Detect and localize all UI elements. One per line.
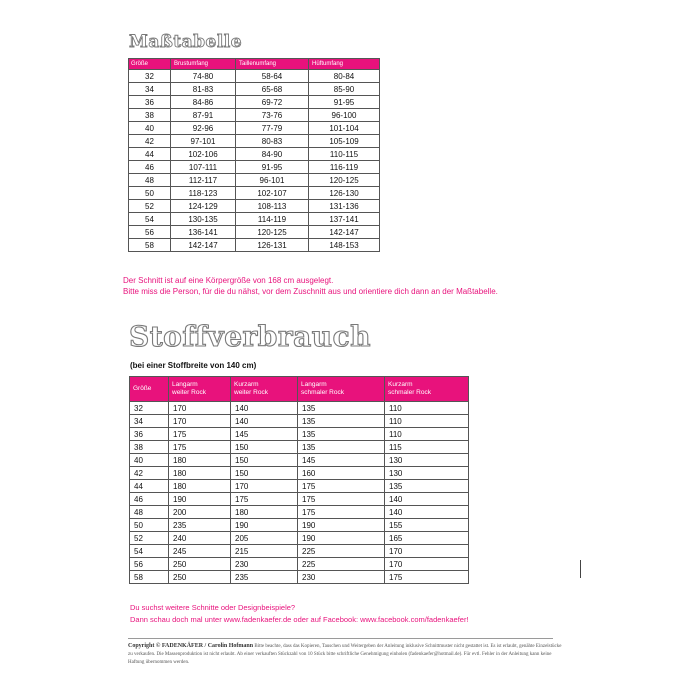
table-cell: 200 bbox=[169, 506, 231, 519]
fabric-table-title: Stoffverbrauch bbox=[129, 320, 371, 353]
table-cell: 110 bbox=[385, 428, 469, 441]
table-cell: 102-107 bbox=[236, 187, 309, 200]
table-cell: 118-123 bbox=[171, 187, 236, 200]
table-cell: 112-117 bbox=[171, 174, 236, 187]
fabric-header-cell bbox=[130, 377, 169, 402]
table-cell: 107-111 bbox=[171, 161, 236, 174]
header-line: Kurzarm bbox=[388, 381, 413, 389]
table-cell: 175 bbox=[231, 493, 298, 506]
table-cell: 240 bbox=[169, 532, 231, 545]
table-cell: 32 bbox=[130, 402, 169, 415]
table-cell: 145 bbox=[298, 454, 385, 467]
table-cell: 32 bbox=[129, 70, 171, 83]
page-edge-mark bbox=[580, 560, 581, 578]
header-line: schmaler Rock bbox=[301, 389, 344, 396]
measurement-header-cell: Hüftumfang bbox=[309, 59, 380, 70]
table-cell: 190 bbox=[298, 532, 385, 545]
table-row bbox=[130, 532, 469, 545]
table-cell: 46 bbox=[130, 493, 169, 506]
website-facebook-links: Dann schau doch mal unter www.fadenkaefer.de oder auf Facebook: www.facebook.com/fadenkaefer! bbox=[130, 615, 469, 624]
table-cell: 91-95 bbox=[236, 161, 309, 174]
table-cell: 235 bbox=[169, 519, 231, 532]
table-row bbox=[130, 402, 469, 415]
table-cell: 80-84 bbox=[309, 70, 380, 83]
table-cell: 114-119 bbox=[236, 213, 309, 226]
table-cell: 130-135 bbox=[171, 213, 236, 226]
table-row bbox=[129, 174, 380, 187]
header-line: weiter Rock bbox=[234, 389, 268, 396]
header-line: Größe bbox=[133, 385, 152, 393]
table-row bbox=[129, 148, 380, 161]
table-row bbox=[130, 545, 469, 558]
table-row bbox=[129, 70, 380, 83]
fabric-header-cell bbox=[298, 377, 385, 402]
table-cell: 142-147 bbox=[171, 239, 236, 252]
table-row bbox=[129, 187, 380, 200]
table-cell: 58-64 bbox=[236, 70, 309, 83]
table-cell: 135 bbox=[385, 480, 469, 493]
measurement-header-cell: Taillenumfang bbox=[236, 59, 309, 70]
table-cell: 180 bbox=[169, 467, 231, 480]
table-cell: 170 bbox=[169, 415, 231, 428]
table-cell: 160 bbox=[298, 467, 385, 480]
table-cell: 116-119 bbox=[309, 161, 380, 174]
table-cell: 77-79 bbox=[236, 122, 309, 135]
table-cell: 108-113 bbox=[236, 200, 309, 213]
table-cell: 48 bbox=[129, 174, 171, 187]
table-row bbox=[130, 493, 469, 506]
table-cell: 235 bbox=[231, 571, 298, 584]
table-row bbox=[130, 415, 469, 428]
table-cell: 110 bbox=[385, 402, 469, 415]
table-cell: 42 bbox=[130, 467, 169, 480]
table-cell: 80-83 bbox=[236, 135, 309, 148]
table-cell: 175 bbox=[298, 506, 385, 519]
header-line: Kurzarm bbox=[234, 381, 259, 389]
table-cell: 87-91 bbox=[171, 109, 236, 122]
table-cell: 96-100 bbox=[309, 109, 380, 122]
table-cell: 34 bbox=[130, 415, 169, 428]
table-cell: 170 bbox=[169, 402, 231, 415]
measurement-table-title: Maßtabelle bbox=[129, 32, 243, 52]
table-cell: 120-125 bbox=[309, 174, 380, 187]
table-cell: 69-72 bbox=[236, 96, 309, 109]
table-cell: 52 bbox=[129, 200, 171, 213]
table-cell: 225 bbox=[298, 545, 385, 558]
header-line: weiter Rock bbox=[172, 389, 206, 396]
table-cell: 115 bbox=[385, 441, 469, 454]
table-cell: 38 bbox=[130, 441, 169, 454]
table-row bbox=[129, 200, 380, 213]
table-cell: 85-90 bbox=[309, 83, 380, 96]
table-cell: 190 bbox=[169, 493, 231, 506]
table-cell: 40 bbox=[129, 122, 171, 135]
table-cell: 91-95 bbox=[309, 96, 380, 109]
table-cell: 36 bbox=[129, 96, 171, 109]
table-cell: 250 bbox=[169, 571, 231, 584]
table-cell: 175 bbox=[385, 571, 469, 584]
table-row bbox=[129, 109, 380, 122]
table-cell: 40 bbox=[130, 454, 169, 467]
measurement-header-cell: Größe bbox=[129, 59, 171, 70]
table-row bbox=[130, 480, 469, 493]
table-row bbox=[129, 226, 380, 239]
table-cell: 150 bbox=[231, 441, 298, 454]
table-cell: 34 bbox=[129, 83, 171, 96]
table-row bbox=[129, 213, 380, 226]
table-cell: 190 bbox=[298, 519, 385, 532]
table-cell: 140 bbox=[385, 506, 469, 519]
table-cell: 140 bbox=[385, 493, 469, 506]
table-cell: 140 bbox=[231, 415, 298, 428]
table-cell: 126-130 bbox=[309, 187, 380, 200]
table-cell: 126-131 bbox=[236, 239, 309, 252]
table-cell: 44 bbox=[129, 148, 171, 161]
footer-divider bbox=[128, 638, 553, 639]
body-height-note: Der Schnitt ist auf eine Körpergröße von 168 cm ausgelegt. bbox=[123, 276, 334, 285]
table-cell: 131-136 bbox=[309, 200, 380, 213]
table-cell: 245 bbox=[169, 545, 231, 558]
table-cell: 148-153 bbox=[309, 239, 380, 252]
table-cell: 81-83 bbox=[171, 83, 236, 96]
table-cell: 175 bbox=[169, 441, 231, 454]
table-cell: 130 bbox=[385, 467, 469, 480]
fabric-width-subtitle: (bei einer Stoffbreite von 140 cm) bbox=[130, 361, 257, 370]
header-line: Langarm bbox=[172, 381, 198, 389]
table-cell: 135 bbox=[298, 428, 385, 441]
table-row bbox=[130, 571, 469, 584]
copyright-notice bbox=[128, 642, 564, 667]
header-line: Langarm bbox=[301, 381, 327, 389]
table-cell: 180 bbox=[169, 454, 231, 467]
table-cell: 137-141 bbox=[309, 213, 380, 226]
table-cell: 135 bbox=[298, 441, 385, 454]
table-cell: 92-96 bbox=[171, 122, 236, 135]
table-cell: 170 bbox=[231, 480, 298, 493]
fabric-consumption-table bbox=[129, 376, 469, 584]
table-cell: 42 bbox=[129, 135, 171, 148]
more-patterns-question: Du suchst weitere Schnitte oder Designbeispiele? bbox=[130, 603, 296, 612]
table-cell: 230 bbox=[231, 558, 298, 571]
table-cell: 135 bbox=[298, 402, 385, 415]
table-cell: 38 bbox=[129, 109, 171, 122]
table-cell: 48 bbox=[130, 506, 169, 519]
measurement-table bbox=[128, 58, 380, 252]
table-cell: 135 bbox=[298, 415, 385, 428]
table-row bbox=[130, 506, 469, 519]
table-cell: 110 bbox=[385, 415, 469, 428]
fabric-table-header-row bbox=[130, 377, 469, 402]
table-row bbox=[129, 239, 380, 252]
table-row bbox=[130, 467, 469, 480]
table-cell: 96-101 bbox=[236, 174, 309, 187]
table-cell: 142-147 bbox=[309, 226, 380, 239]
table-cell: 52 bbox=[130, 532, 169, 545]
header-line: schmaler Rock bbox=[388, 389, 431, 396]
table-row bbox=[129, 83, 380, 96]
table-cell: 50 bbox=[129, 187, 171, 200]
table-cell: 205 bbox=[231, 532, 298, 545]
table-cell: 84-90 bbox=[236, 148, 309, 161]
table-cell: 130 bbox=[385, 454, 469, 467]
measurement-table-header-row bbox=[129, 59, 380, 70]
table-cell: 225 bbox=[298, 558, 385, 571]
table-cell: 105-109 bbox=[309, 135, 380, 148]
table-cell: 175 bbox=[169, 428, 231, 441]
table-row bbox=[130, 519, 469, 532]
table-row bbox=[130, 428, 469, 441]
table-cell: 36 bbox=[130, 428, 169, 441]
table-cell: 44 bbox=[130, 480, 169, 493]
fabric-header-cell bbox=[169, 377, 231, 402]
table-cell: 170 bbox=[385, 545, 469, 558]
table-cell: 56 bbox=[129, 226, 171, 239]
table-row bbox=[129, 96, 380, 109]
table-cell: 65-68 bbox=[236, 83, 309, 96]
table-row bbox=[129, 122, 380, 135]
table-cell: 97-101 bbox=[171, 135, 236, 148]
table-cell: 155 bbox=[385, 519, 469, 532]
table-cell: 190 bbox=[231, 519, 298, 532]
table-cell: 145 bbox=[231, 428, 298, 441]
table-cell: 230 bbox=[298, 571, 385, 584]
copyright-holder: Copyright © FADENKÄFER / Carolin Hofmann bbox=[128, 643, 254, 649]
table-row bbox=[130, 558, 469, 571]
measurement-header-cell: Brustumfang bbox=[171, 59, 236, 70]
table-cell: 50 bbox=[130, 519, 169, 532]
table-row bbox=[129, 161, 380, 174]
table-cell: 124-129 bbox=[171, 200, 236, 213]
table-cell: 101-104 bbox=[309, 122, 380, 135]
table-cell: 215 bbox=[231, 545, 298, 558]
table-cell: 54 bbox=[130, 545, 169, 558]
table-cell: 140 bbox=[231, 402, 298, 415]
table-cell: 250 bbox=[169, 558, 231, 571]
table-cell: 136-141 bbox=[171, 226, 236, 239]
table-cell: 120-125 bbox=[236, 226, 309, 239]
table-cell: 102-106 bbox=[171, 148, 236, 161]
table-cell: 175 bbox=[298, 493, 385, 506]
table-cell: 56 bbox=[130, 558, 169, 571]
table-cell: 150 bbox=[231, 467, 298, 480]
fabric-header-cell bbox=[385, 377, 469, 402]
table-cell: 54 bbox=[129, 213, 171, 226]
copyright-terms: Bitte beachte, dass das Kopieren, Tauschen und Weitergeben der Anleitung inklusive Schnittmuster nicht gestattet ist. Es ist erlaubt, genähte Einzelstücke zu verkaufen. Die Massenproduktion ist nicht erlaubt. Ab einer verkauften Stückzahl von 10 Stück bitte schriftliche Genehmigung einholen (fadenkaefer@hotmail.de). Für evtl. Fehler in der Anleitung kann keine Haftung übernommen werden. bbox=[128, 644, 562, 666]
table-cell: 165 bbox=[385, 532, 469, 545]
table-cell: 46 bbox=[129, 161, 171, 174]
table-row bbox=[129, 135, 380, 148]
fabric-header-cell bbox=[231, 377, 298, 402]
table-cell: 180 bbox=[169, 480, 231, 493]
table-cell: 175 bbox=[298, 480, 385, 493]
measure-instruction-note: Bitte miss die Person, für die du nähst, vor dem Zuschnitt aus und orientiere dich dann an der Maßtabelle. bbox=[123, 287, 498, 296]
table-cell: 74-80 bbox=[171, 70, 236, 83]
table-cell: 73-76 bbox=[236, 109, 309, 122]
table-cell: 84-86 bbox=[171, 96, 236, 109]
table-cell: 150 bbox=[231, 454, 298, 467]
table-cell: 110-115 bbox=[309, 148, 380, 161]
table-row bbox=[130, 441, 469, 454]
table-cell: 58 bbox=[129, 239, 171, 252]
table-cell: 180 bbox=[231, 506, 298, 519]
table-row bbox=[130, 454, 469, 467]
table-cell: 58 bbox=[130, 571, 169, 584]
table-cell: 170 bbox=[385, 558, 469, 571]
